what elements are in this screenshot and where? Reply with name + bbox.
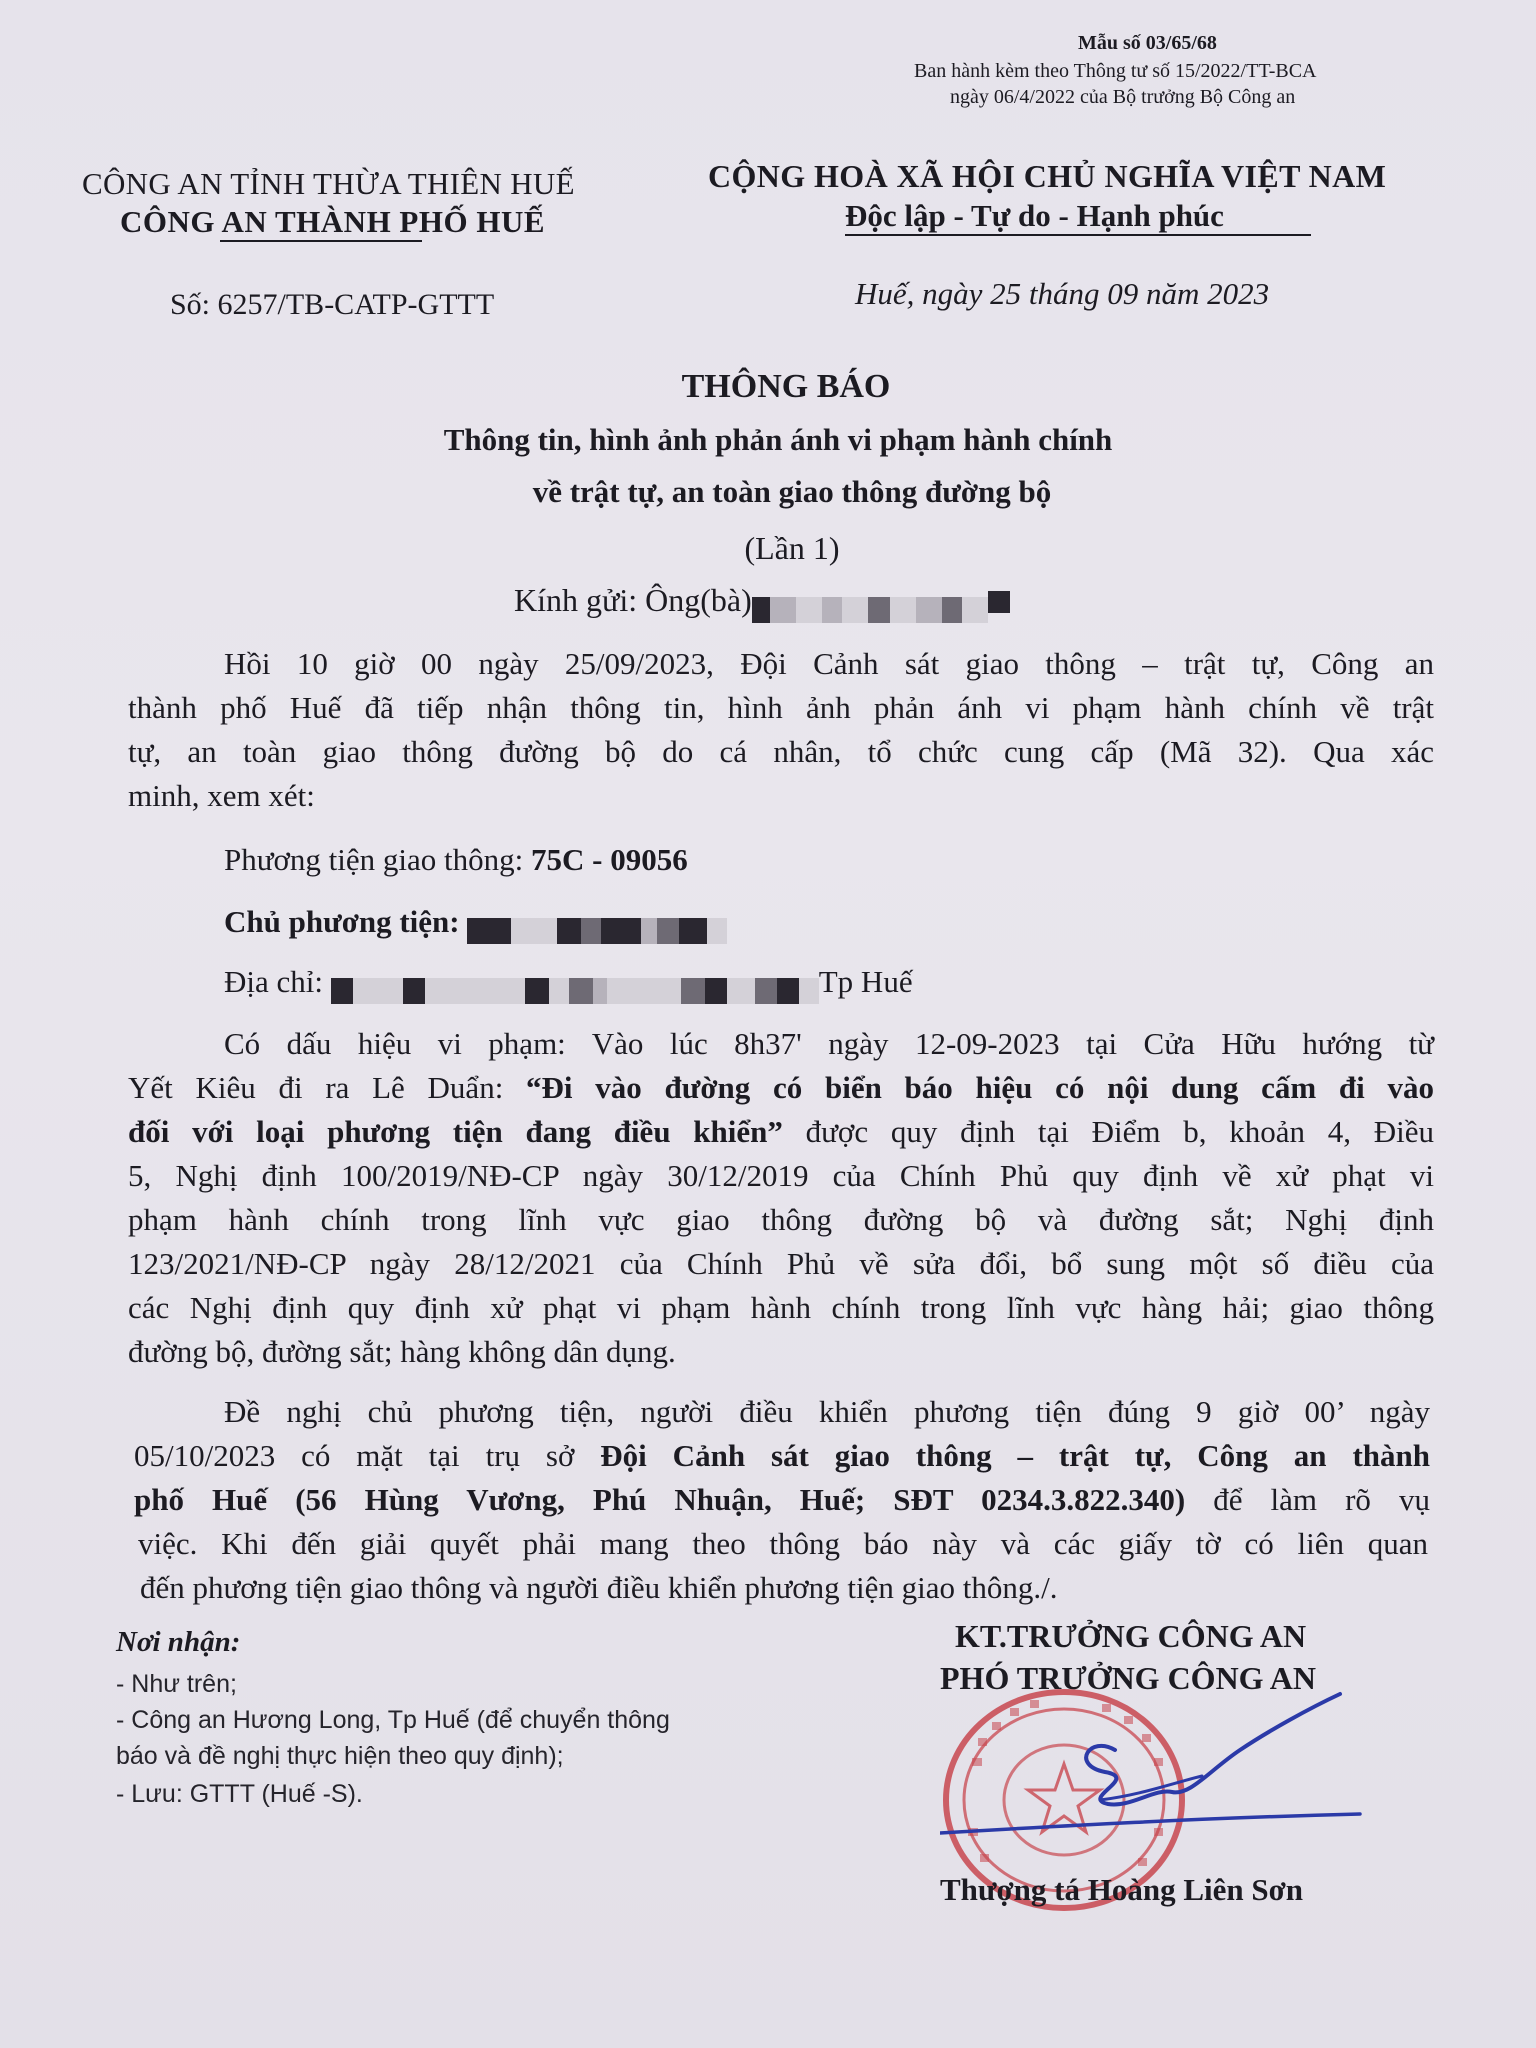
intro-line-2: thành phố Huế đã tiếp nhận thông tin, hình ảnh phản ánh vi phạm hành chính về trật [128,690,1434,725]
recipient-item-1: - Như trên; [116,1670,237,1698]
signature-title-2: PHÓ TRƯỞNG CÔNG AN [940,1660,1317,1696]
redacted-owner-name [467,910,727,936]
violation-line-7: các Nghị định quy định xử phạt vi phạm hành chính trong lĩnh vực hàng hải; giao thông [128,1290,1434,1325]
violation-line-6: 123/2021/NĐ-CP ngày 28/12/2021 của Chính Phủ về sửa đổi, bổ sung một số điều của [128,1246,1434,1281]
recipient-item-3: - Lưu: GTTT (Huế -S). [116,1780,363,1808]
recipients-heading: Nơi nhận: [116,1626,241,1658]
request-line-1: Đề nghị chủ phương tiện, người điều khiển phương tiện đúng 9 giờ 00’ ngày [224,1394,1430,1429]
motto-underline [845,234,1311,236]
vehicle-plate: 75C - 09056 [531,842,688,877]
violation-location: Yết Kiêu đi ra Lê Duẩn: [128,1070,527,1105]
form-code: Mẫu số 03/65/68 [1078,32,1217,54]
violation-description-end: đối với loại phương tiện đang điều khiển” [128,1114,783,1149]
document-title: THÔNG BÁO [681,368,891,405]
request-line-3 [134,1482,1430,1518]
owner-field [224,904,727,940]
national-title: CỘNG HOÀ XÃ HỘI CHỦ NGHĨA VIỆT NAM [708,158,1387,194]
agency-parent: CÔNG AN TỈNH THỪA THIÊN HUẾ [82,166,575,201]
handwritten-signature-icon [940,1680,1380,1850]
recipient-label: Kính gửi: Ông(bà) [514,582,752,618]
form-issued-by: Ban hành kèm theo Thông tư số 15/2022/TT-BCA [914,60,1317,82]
signer-name: Thượng tá Hoàng Liên Sơn [940,1872,1304,1907]
signature-title-1: KT.TRƯỞNG CÔNG AN [955,1618,1307,1654]
intro-line-1: Hồi 10 giờ 00 ngày 25/09/2023, Đội Cảnh sát giao thông – trật tự, Công an [224,646,1434,681]
request-date: 05/10/2023 có mặt tại trụ sở [134,1438,601,1473]
document-number: Số: 6257/TB-CATP-GTTT [170,288,495,321]
form-issued-date: ngày 06/4/2022 của Bộ trưởng Bộ Công an [950,86,1296,108]
address-city: Tp Huế [818,964,913,999]
owner-label: Chủ phương tiện: [224,904,468,939]
redacted-recipient-name [752,589,1010,615]
agency-underline [220,240,422,242]
place-date: Huế, ngày 25 tháng 09 năm 2023 [855,276,1270,311]
vehicle-label: Phương tiện giao thông: [224,842,532,877]
agency-name: CÔNG AN THÀNH PHỐ HUẾ [120,204,546,239]
recipient-item-2-cont: báo và đề nghị thực hiện theo quy định); [116,1742,564,1770]
vehicle-field [224,842,688,878]
intro-line-3: tự, an toàn giao thông đường bộ do cá nhân, tổ chức cung cấp (Mã 32). Qua xác [128,734,1434,769]
document-subtitle-2: về trật tự, an toàn giao thông đường bộ [532,474,1052,509]
violation-legal-ref: được quy định tại Điểm b, khoản 4, Điều [782,1114,1434,1149]
violation-line-4: 5, Nghị định 100/2019/NĐ-CP ngày 30/12/2019 của Chính Phủ quy định về xử phạt vi [128,1158,1434,1193]
request-line-2 [134,1438,1430,1474]
violation-description-start: “Đi vào đường có biển báo hiệu có nội dung cấm đi vào [526,1070,1435,1105]
request-line-5: đến phương tiện giao thông và người điều khiển phương tiện giao thông./. [140,1570,1058,1605]
address-label: Địa chỉ: [224,964,331,999]
violation-line-2 [128,1070,1434,1106]
document-subtitle-1: Thông tin, hình ảnh phản ánh vi phạm hành chính [443,422,1113,457]
request-line-4: việc. Khi đến giải quyết phải mang theo thông báo này và các giấy tờ có liên quan [138,1526,1428,1561]
intro-line-4: minh, xem xét: [128,778,315,813]
violation-line-8: đường bộ, đường sắt; hàng không dân dụng. [128,1334,676,1369]
request-purpose: để làm rõ vụ [1185,1482,1430,1517]
recipient-line [514,582,1010,619]
recipient-item-2: - Công an Hương Long, Tp Huế (để chuyển thông [116,1706,670,1734]
redacted-address [331,970,819,996]
violation-line-5: phạm hành chính trong lĩnh vực giao thông đường bộ và đường sắt; Nghị định [128,1202,1434,1237]
violation-line-3 [128,1114,1434,1150]
request-office-address: phố Huế (56 Hùng Vương, Phú Nhuận, Huế; SĐT 0234.3.822.340) [134,1482,1186,1517]
request-office-start: Đội Cảnh sát giao thông – trật tự, Công an thành [600,1438,1430,1473]
violation-line-1: Có dấu hiệu vi phạm: Vào lúc 8h37' ngày 12-09-2023 tại Cửa Hữu hướng từ [224,1026,1434,1061]
national-motto: Độc lập - Tự do - Hạnh phúc [845,198,1224,233]
address-field [224,964,913,1000]
notice-iteration: (Lần 1) [744,530,840,566]
